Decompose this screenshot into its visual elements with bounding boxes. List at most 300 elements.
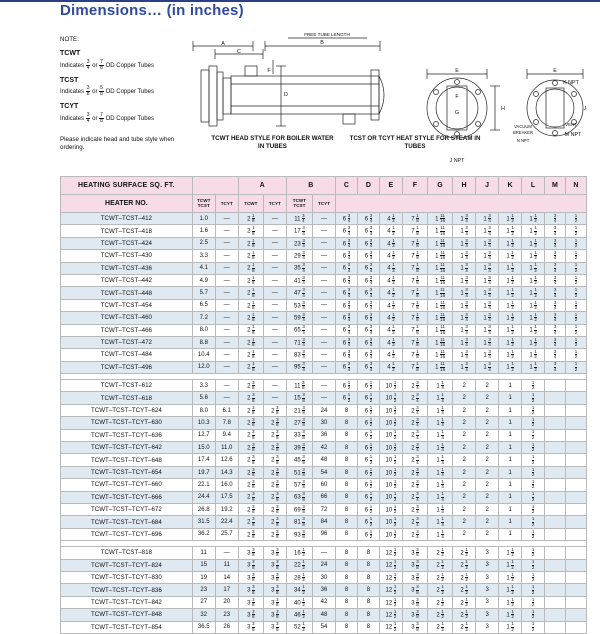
cell-j: 2 (476, 429, 499, 441)
heater-no-cell: TCWT–TCST–TCYT–696 (61, 528, 193, 540)
heater-no-cell: TCWT–TCST–466 (61, 324, 193, 336)
cell-c: 8 (336, 417, 358, 429)
cell-b2: 96 (313, 528, 336, 540)
cell-m: $\frac{3}{4}$ (545, 324, 566, 336)
cell-a1: 2 $\frac{3}{8}$ (238, 404, 263, 416)
cell-a2: — (263, 299, 286, 311)
cell-b1: 59 $\frac{3}{4}$ (286, 312, 312, 324)
cell-d: 6 $\frac{1}{2}$ (357, 528, 379, 540)
svg-text:M NPT: M NPT (564, 132, 582, 138)
cell-a2: 3 $\frac{3}{8}$ (263, 621, 286, 633)
drawing-caption-right: TCST OR TCYT HEAT STYLE FOR STEAM IN TUBES (349, 135, 481, 150)
cell-d: 6 $\frac{1}{2}$ (357, 380, 379, 392)
cell-hs2: — (215, 324, 238, 336)
cell-hs2: — (215, 225, 238, 237)
cell-e: 12 $\frac{1}{2}$ (379, 584, 402, 596)
cell-a1: 3 $\frac{3}{8}$ (238, 559, 263, 571)
cell-n: $\frac{1}{2}$ (566, 336, 587, 348)
cell-l: 1 $\frac{1}{2}$ (522, 361, 545, 373)
cell-j: 1 $\frac{3}{4}$ (476, 262, 499, 274)
heater-no-cell: TCWT–TCST–TCYT–842 (61, 596, 193, 608)
drawing-caption-left: TCWT HEAD STYLE FOR BOILER WATER IN TUBES (211, 135, 334, 150)
cell-n (566, 547, 587, 559)
cell-d: 6 $\frac{3}{4}$ (357, 287, 379, 299)
cell-j: 2 (476, 454, 499, 466)
cell-b1: 65 $\frac{3}{4}$ (286, 324, 312, 336)
cell-h: 2 $\frac{1}{2}$ (453, 621, 476, 633)
cell-g: 1 $\frac{11}{16}$ (428, 324, 453, 336)
cell-m (545, 516, 566, 528)
cell-c: 8 (336, 584, 358, 596)
cell-e: 4 $\frac{1}{2}$ (379, 225, 402, 237)
cell-b1: 53 $\frac{3}{4}$ (286, 299, 312, 311)
cell-c: 8 (336, 454, 358, 466)
cell-e: 10 $\frac{1}{2}$ (379, 491, 402, 503)
cell-g: 1 $\frac{1}{4}$ (428, 516, 453, 528)
cell-d: 6 $\frac{1}{2}$ (357, 516, 379, 528)
cell-a2: — (263, 287, 286, 299)
col-group-H: H (453, 177, 476, 195)
cell-c: 6 $\frac{3}{4}$ (336, 336, 358, 348)
cell-e: 10 $\frac{1}{2}$ (379, 503, 402, 515)
cell-g: 1 $\frac{11}{16}$ (428, 262, 453, 274)
technical-drawing (185, 30, 590, 170)
heater-no-cell: TCWT–TCST–TCYT–848 (61, 609, 193, 621)
cell-b1: 39 $\frac{3}{8}$ (286, 442, 312, 454)
cell-hs2: — (215, 237, 238, 249)
heater-no-cell: TCWT–TCST–412 (61, 213, 193, 225)
cell-d: 8 (357, 547, 379, 559)
cell-hs1: 4.9 (192, 274, 215, 286)
cell-e: 4 $\frac{1}{2}$ (379, 250, 402, 262)
svg-text:N NPT: N NPT (516, 138, 530, 143)
cell-e: 10 $\frac{1}{2}$ (379, 417, 402, 429)
cell-hs2: — (215, 336, 238, 348)
cell-k: 1 $\frac{1}{2}$ (499, 262, 522, 274)
header-heater-no: HEATER NO. (61, 195, 193, 213)
cell-f: 2 $\frac{3}{4}$ (402, 442, 427, 454)
cell-b2: — (313, 324, 336, 336)
cell-m (545, 454, 566, 466)
cell-k: 1 $\frac{1}{2}$ (499, 559, 522, 571)
cell-g: 2 $\frac{1}{2}$ (428, 584, 453, 596)
cell-d: 6 $\frac{3}{4}$ (357, 299, 379, 311)
cell-m (545, 491, 566, 503)
cell-a1: 3 $\frac{3}{8}$ (238, 609, 263, 621)
cell-a1: 2 $\frac{3}{8}$ (238, 380, 263, 392)
cell-g: 1 $\frac{1}{4}$ (428, 466, 453, 478)
table-row (61, 503, 587, 515)
heater-no-cell: TCWT–TCST–430 (61, 250, 193, 262)
cell-f: 7 $\frac{1}{8}$ (402, 237, 427, 249)
cell-a1: 2 $\frac{1}{8}$ (238, 349, 263, 361)
cell-hs2: — (215, 547, 238, 559)
cell-b2: 72 (313, 503, 336, 515)
cell-j: 1 $\frac{3}{4}$ (476, 213, 499, 225)
cell-a2: 2 $\frac{3}{8}$ (263, 417, 286, 429)
cell-n: $\frac{1}{2}$ (566, 274, 587, 286)
cell-h: 1 $\frac{3}{4}$ (453, 225, 476, 237)
cell-d: 6 $\frac{3}{4}$ (357, 237, 379, 249)
cell-m (545, 584, 566, 596)
cell-l: $\frac{1}{2}$ (522, 479, 545, 491)
table-row (61, 404, 587, 416)
col-group-F: F (402, 177, 427, 195)
cell-a1: 2 $\frac{1}{8}$ (238, 250, 263, 262)
cell-hs2: — (215, 274, 238, 286)
cell-j: 3 (476, 596, 499, 608)
cell-k: 1 $\frac{1}{2}$ (499, 609, 522, 621)
svg-text:E: E (553, 68, 557, 74)
cell-b2: — (313, 250, 336, 262)
cell-l: $\frac{1}{2}$ (522, 429, 545, 441)
cell-g: 1 $\frac{11}{16}$ (428, 237, 453, 249)
cell-m (545, 547, 566, 559)
table-row (61, 528, 587, 540)
cell-j: 3 (476, 559, 499, 571)
table-header-row-2 (61, 195, 587, 213)
cell-c: 8 (336, 404, 358, 416)
table-row (61, 454, 587, 466)
cell-hs2: — (215, 361, 238, 373)
cell-m (545, 417, 566, 429)
notes-block (60, 36, 180, 152)
cell-e: 4 $\frac{1}{2}$ (379, 274, 402, 286)
cell-e: 10 $\frac{1}{2}$ (379, 429, 402, 441)
cell-a2: 2 $\frac{3}{8}$ (263, 429, 286, 441)
cell-e: 4 $\frac{1}{2}$ (379, 324, 402, 336)
table-row (61, 479, 587, 491)
heater-no-cell: TCWT–TCST–442 (61, 274, 193, 286)
cell-hs2: — (215, 250, 238, 262)
cell-h: 1 $\frac{3}{4}$ (453, 237, 476, 249)
cell-c: 8 (336, 516, 358, 528)
cell-b2: — (313, 299, 336, 311)
cell-g: 1 $\frac{11}{16}$ (428, 250, 453, 262)
cell-m: $\frac{3}{4}$ (545, 361, 566, 373)
cell-j: 2 (476, 491, 499, 503)
cell-l: $\frac{1}{2}$ (522, 454, 545, 466)
cell-l: 1 $\frac{1}{2}$ (522, 324, 545, 336)
cell-l: $\frac{1}{2}$ (522, 571, 545, 583)
cell-n (566, 596, 587, 608)
cell-hs1: 2.5 (192, 237, 215, 249)
table-row (61, 466, 587, 478)
cell-m (545, 571, 566, 583)
cell-hs1: 31.5 (192, 516, 215, 528)
cell-n (566, 429, 587, 441)
cell-k: 1 $\frac{1}{2}$ (499, 250, 522, 262)
cell-l: 1 $\frac{1}{2}$ (522, 213, 545, 225)
cell-f: 3 $\frac{3}{8}$ (402, 621, 427, 633)
cell-c: 8 (336, 571, 358, 583)
cell-hs1: 5.6 (192, 392, 215, 404)
heater-no-cell: TCWT–TCST–818 (61, 547, 193, 559)
cell-c: 8 (336, 479, 358, 491)
cell-d: 6 $\frac{1}{2}$ (357, 429, 379, 441)
cell-d: 6 $\frac{1}{2}$ (357, 404, 379, 416)
cell-c: 6 $\frac{3}{4}$ (336, 312, 358, 324)
svg-text:K NPT: K NPT (563, 80, 579, 86)
cell-b1: 45 $\frac{3}{8}$ (286, 454, 312, 466)
cell-n (566, 621, 587, 633)
cell-hs2: 11 (215, 559, 238, 571)
cell-d: 6 $\frac{1}{2}$ (357, 417, 379, 429)
cell-k: 1 (499, 380, 522, 392)
cell-a1: 2 $\frac{3}{8}$ (238, 442, 263, 454)
cell-g: 1 $\frac{11}{16}$ (428, 361, 453, 373)
cell-j: 2 (476, 516, 499, 528)
cell-d: 6 $\frac{3}{4}$ (357, 336, 379, 348)
heater-no-cell: TCWT–TCST–TCYT–630 (61, 417, 193, 429)
cell-j: 1 $\frac{3}{4}$ (476, 312, 499, 324)
cell-hs1: 5.7 (192, 287, 215, 299)
cell-b2: 48 (313, 454, 336, 466)
cell-f: 2 $\frac{3}{4}$ (402, 417, 427, 429)
cell-a1: 2 $\frac{1}{8}$ (238, 225, 263, 237)
cell-m: $\frac{3}{4}$ (545, 262, 566, 274)
cell-j: 3 (476, 571, 499, 583)
cell-j: 2 (476, 528, 499, 540)
cell-b2: — (313, 380, 336, 392)
table-row (61, 312, 587, 324)
cell-j: 2 (476, 479, 499, 491)
cell-k: 1 $\frac{1}{2}$ (499, 596, 522, 608)
cell-b2: 42 (313, 596, 336, 608)
cell-n: $\frac{1}{2}$ (566, 312, 587, 324)
cell-k: 1 $\frac{1}{2}$ (499, 324, 522, 336)
cell-b1: 57 $\frac{3}{8}$ (286, 479, 312, 491)
cell-b2: — (313, 237, 336, 249)
cell-m: $\frac{3}{4}$ (545, 274, 566, 286)
cell-j: 1 $\frac{3}{4}$ (476, 336, 499, 348)
cell-k: 1 $\frac{1}{2}$ (499, 349, 522, 361)
cell-hs2: 7.8 (215, 417, 238, 429)
col-group-N: N (566, 177, 587, 195)
cell-a2: — (263, 380, 286, 392)
cell-n: $\frac{1}{2}$ (566, 361, 587, 373)
cell-e: 10 $\frac{1}{2}$ (379, 454, 402, 466)
cell-a1: 3 $\frac{3}{8}$ (238, 621, 263, 633)
cell-b1: 83 $\frac{3}{4}$ (286, 349, 312, 361)
cell-j: 1 $\frac{3}{4}$ (476, 287, 499, 299)
cell-j: 1 $\frac{3}{4}$ (476, 299, 499, 311)
table-row (61, 547, 587, 559)
cell-k: 1 $\frac{1}{2}$ (499, 287, 522, 299)
sub-a-tcwt: TCWT (238, 195, 263, 213)
cell-c: 6 $\frac{3}{4}$ (336, 299, 358, 311)
cell-hs1: 24.4 (192, 491, 215, 503)
cell-a2: — (263, 349, 286, 361)
cell-a1: 2 $\frac{3}{8}$ (238, 392, 263, 404)
cell-a1: 2 $\frac{1}{8}$ (238, 336, 263, 348)
cell-l: 1 $\frac{1}{2}$ (522, 349, 545, 361)
cell-b1: 17 $\frac{3}{4}$ (286, 225, 312, 237)
cell-e: 10 $\frac{1}{2}$ (379, 466, 402, 478)
cell-g: 1 $\frac{1}{4}$ (428, 404, 453, 416)
cell-a1: 2 $\frac{3}{8}$ (238, 454, 263, 466)
cell-j: 2 (476, 404, 499, 416)
table-row (61, 442, 587, 454)
svg-text:VACUUM: VACUUM (514, 124, 532, 129)
cell-d: 6 $\frac{3}{4}$ (357, 324, 379, 336)
cell-n: $\frac{1}{2}$ (566, 287, 587, 299)
cell-hs2: — (215, 312, 238, 324)
svg-text:C: C (237, 49, 241, 55)
cell-l: $\frac{1}{2}$ (522, 380, 545, 392)
cell-a2: 3 $\frac{3}{8}$ (263, 584, 286, 596)
cell-h: 1 $\frac{3}{4}$ (453, 213, 476, 225)
cell-d: 6 $\frac{1}{2}$ (357, 503, 379, 515)
cell-j: 1 $\frac{3}{4}$ (476, 237, 499, 249)
cell-b1: 93 $\frac{3}{8}$ (286, 528, 312, 540)
cell-e: 4 $\frac{1}{2}$ (379, 349, 402, 361)
cell-h: 1 $\frac{3}{4}$ (453, 299, 476, 311)
svg-text:J: J (583, 106, 587, 112)
cell-a2: 3 $\frac{3}{8}$ (263, 547, 286, 559)
cell-a2: 3 $\frac{3}{8}$ (263, 596, 286, 608)
cell-l: $\frac{1}{2}$ (522, 609, 545, 621)
cell-b2: 36 (313, 429, 336, 441)
cell-hs1: 1.6 (192, 225, 215, 237)
cell-m (545, 392, 566, 404)
cell-n: $\frac{1}{2}$ (566, 324, 587, 336)
cell-h: 2 $\frac{1}{2}$ (453, 571, 476, 583)
cell-hs2: — (215, 213, 238, 225)
cell-f: 2 $\frac{3}{4}$ (402, 466, 427, 478)
cell-hs1: 7.2 (192, 312, 215, 324)
cell-l: $\frac{1}{2}$ (522, 466, 545, 478)
cell-a1: 3 $\frac{3}{8}$ (238, 547, 263, 559)
cell-b1: 71 $\frac{3}{4}$ (286, 336, 312, 348)
cell-b1: 95 $\frac{3}{4}$ (286, 361, 312, 373)
cell-m (545, 528, 566, 540)
cell-b1: 35 $\frac{3}{4}$ (286, 262, 312, 274)
cell-b2: — (313, 392, 336, 404)
cell-b1: 22 $\frac{1}{2}$ (286, 559, 312, 571)
svg-text:A: A (221, 41, 225, 47)
cell-a2: 2 $\frac{3}{8}$ (263, 516, 286, 528)
cell-hs2: 22.4 (215, 516, 238, 528)
cell-b2: 36 (313, 584, 336, 596)
cell-k: 1 (499, 404, 522, 416)
cell-f: 3 $\frac{3}{8}$ (402, 547, 427, 559)
cell-b1: 51 $\frac{3}{8}$ (286, 466, 312, 478)
cell-g: 1 $\frac{1}{4}$ (428, 417, 453, 429)
cell-hs2: 6.1 (215, 404, 238, 416)
heater-no-cell: TCWT–TCST–612 (61, 380, 193, 392)
cell-hs1: 32 (192, 609, 215, 621)
cell-b1: 16 $\frac{1}{2}$ (286, 547, 312, 559)
cell-hs2: — (215, 262, 238, 274)
cell-f: 7 $\frac{1}{8}$ (402, 336, 427, 348)
cell-l: 1 $\frac{1}{2}$ (522, 299, 545, 311)
cell-b1: 47 $\frac{3}{4}$ (286, 287, 312, 299)
cell-m: $\frac{3}{4}$ (545, 250, 566, 262)
table-row (61, 559, 587, 571)
col-group-L: L (522, 177, 545, 195)
header-heating-surface: HEATING SURFACE SQ. FT. (61, 177, 193, 195)
svg-text:FREE TUBE LENGTH: FREE TUBE LENGTH (304, 32, 350, 37)
cell-a1: 2 $\frac{3}{8}$ (238, 503, 263, 515)
cell-l: $\frac{1}{2}$ (522, 404, 545, 416)
cell-b1: 63 $\frac{3}{8}$ (286, 491, 312, 503)
cell-hs1: 17.4 (192, 454, 215, 466)
cell-d: 6 $\frac{1}{2}$ (357, 392, 379, 404)
cell-c: 8 (336, 429, 358, 441)
cell-k: 1 $\frac{1}{2}$ (499, 361, 522, 373)
cell-hs2: 23 (215, 609, 238, 621)
cell-n (566, 392, 587, 404)
cell-j: 2 (476, 417, 499, 429)
cell-a1: 2 $\frac{3}{8}$ (238, 466, 263, 478)
cell-g: 1 $\frac{1}{4}$ (428, 429, 453, 441)
cell-f: 2 $\frac{3}{4}$ (402, 429, 427, 441)
cell-f: 7 $\frac{1}{8}$ (402, 225, 427, 237)
cell-j: 2 (476, 466, 499, 478)
cell-m (545, 559, 566, 571)
table-row (61, 287, 587, 299)
cell-g: 1 $\frac{1}{4}$ (428, 454, 453, 466)
cell-j: 2 (476, 503, 499, 515)
cell-l: $\frac{1}{2}$ (522, 516, 545, 528)
cell-h: 2 $\frac{1}{2}$ (453, 547, 476, 559)
cell-b1: 23 $\frac{3}{4}$ (286, 237, 312, 249)
cell-f: 3 $\frac{3}{8}$ (402, 609, 427, 621)
cell-a2: 3 $\frac{3}{8}$ (263, 609, 286, 621)
cell-m: $\frac{3}{4}$ (545, 225, 566, 237)
cell-e: 10 $\frac{1}{2}$ (379, 442, 402, 454)
cell-a2: — (263, 361, 286, 373)
cell-d: 8 (357, 584, 379, 596)
cell-b2: — (313, 225, 336, 237)
cell-g: 2 $\frac{1}{2}$ (428, 547, 453, 559)
cell-c: 8 (336, 503, 358, 515)
cell-k: 1 $\frac{1}{2}$ (499, 336, 522, 348)
cell-h: 2 $\frac{1}{2}$ (453, 596, 476, 608)
heater-no-cell: TCWT–TCST–TCYT–824 (61, 559, 193, 571)
cell-j: 3 (476, 584, 499, 596)
cell-c: 6 $\frac{3}{4}$ (336, 274, 358, 286)
cell-hs2: 16.0 (215, 479, 238, 491)
cell-d: 6 $\frac{3}{4}$ (357, 274, 379, 286)
cell-m: $\frac{3}{4}$ (545, 299, 566, 311)
table-row (61, 571, 587, 583)
cell-g: 1 $\frac{1}{4}$ (428, 380, 453, 392)
cell-m: $\frac{3}{4}$ (545, 312, 566, 324)
cell-c: 6 $\frac{3}{4}$ (336, 262, 358, 274)
cell-hs2: — (215, 299, 238, 311)
cell-f: 7 $\frac{1}{8}$ (402, 262, 427, 274)
cell-k: 1 (499, 417, 522, 429)
cell-hs1: 11 (192, 547, 215, 559)
cell-b1: 81 $\frac{3}{8}$ (286, 516, 312, 528)
cell-h: 2 (453, 442, 476, 454)
cell-f: 7 $\frac{1}{8}$ (402, 274, 427, 286)
cell-a2: — (263, 336, 286, 348)
cell-c: 8 (336, 559, 358, 571)
cell-f: 2 $\frac{3}{4}$ (402, 491, 427, 503)
heater-no-cell: TCWT–TCST–TCYT–666 (61, 491, 193, 503)
cell-k: 1 (499, 442, 522, 454)
cell-b1: 41 $\frac{3}{4}$ (286, 274, 312, 286)
cell-b2: 48 (313, 609, 336, 621)
cell-a1: 2 $\frac{1}{8}$ (238, 287, 263, 299)
cell-e: 4 $\frac{1}{2}$ (379, 287, 402, 299)
cell-hs1: 27 (192, 596, 215, 608)
cell-a1: 2 $\frac{3}{8}$ (238, 516, 263, 528)
cell-f: 7 $\frac{1}{8}$ (402, 250, 427, 262)
